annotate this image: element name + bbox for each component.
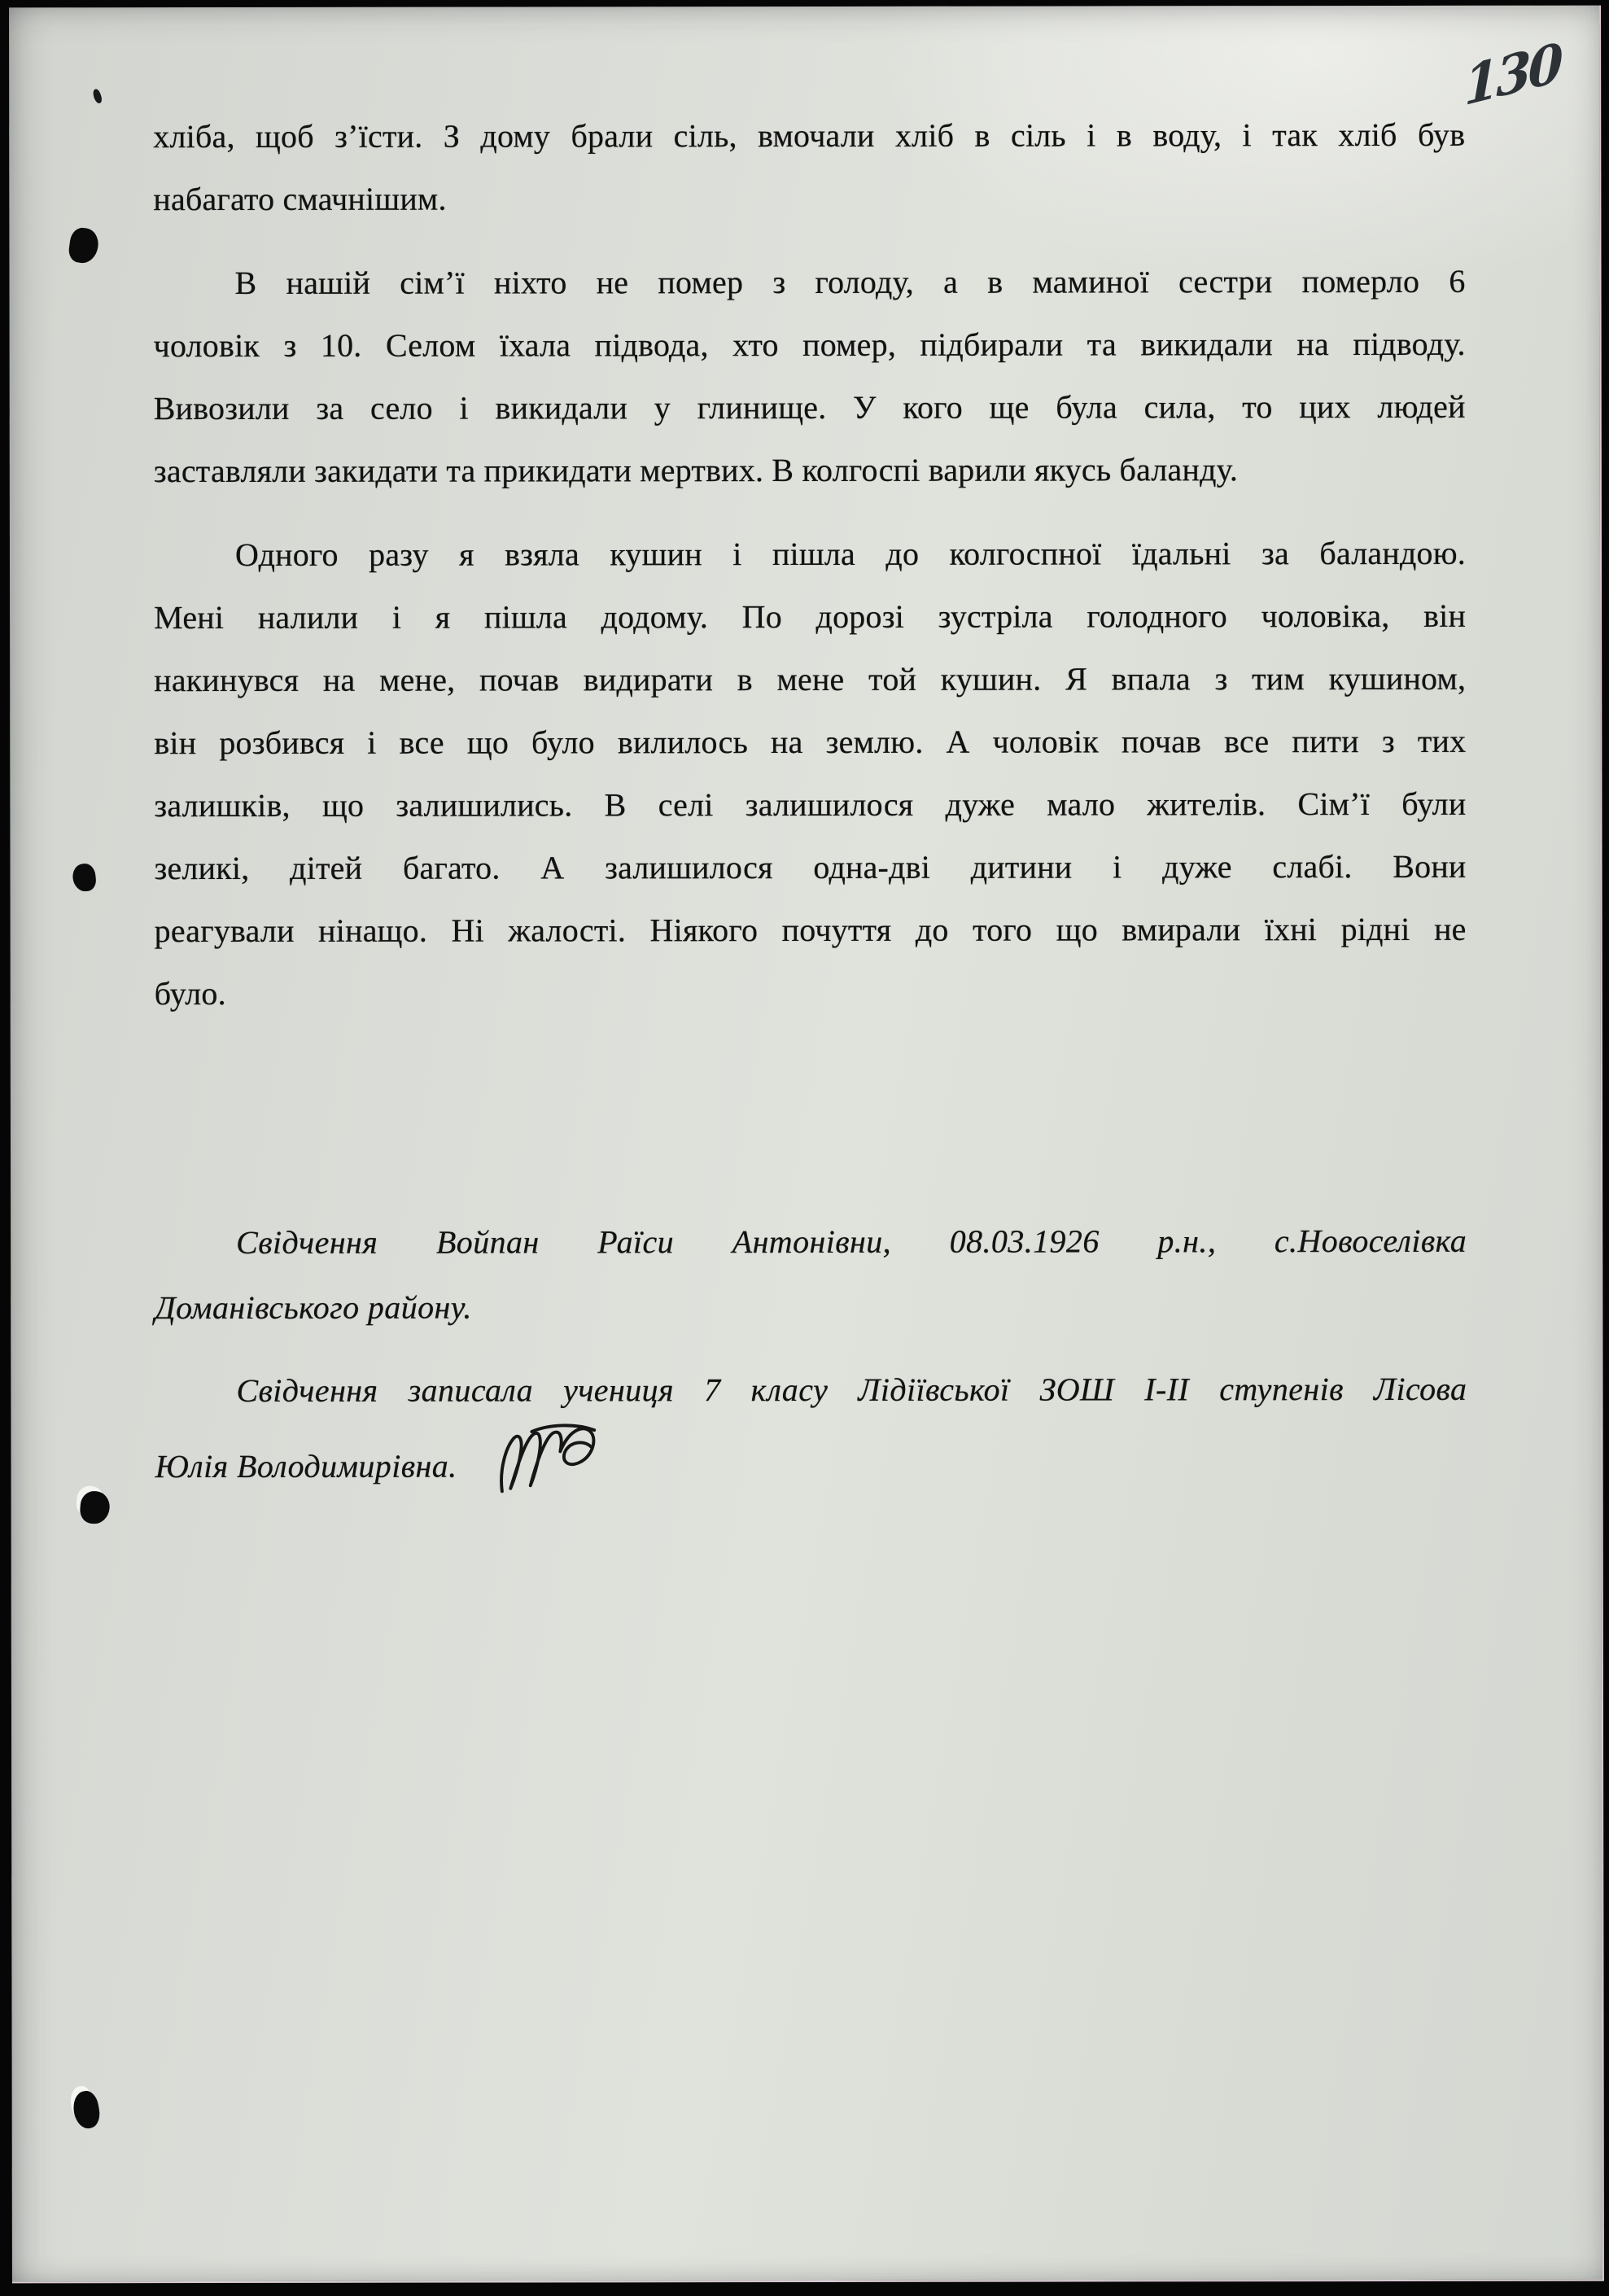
punch-hole-4 <box>71 2089 103 2131</box>
text-line: хліба, щоб з’їсти. З дому брали сіль, вмочали хліб в сіль і в воду, і так хліб був <box>153 116 1466 155</box>
signature-scribble <box>494 1423 601 1501</box>
punch-hole-3 <box>79 1490 111 1524</box>
text-line: було. <box>154 974 226 1012</box>
text-line: чоловік з 10. Селом їхала підвода, хто помер, підбирали та викидали на підводу. <box>153 325 1466 365</box>
punch-hole-1 <box>68 226 101 265</box>
text-line: Вивозили за село і викидали у глинище. У кого ще була сила, то цих людей <box>153 387 1466 427</box>
testimony-text <box>153 103 1467 1489</box>
page-number-handwritten: 130 <box>1463 31 1560 119</box>
text-line: Одного разу я взяла кушин і пішла до колгоспної їдальні за баландою. <box>234 534 1467 573</box>
text-line: накинувся на мене, почав видирати в мене той кушин. Я впала з тим кушином, <box>154 659 1467 699</box>
text-line: набагато смачнішим. <box>153 180 447 218</box>
attribution-line: Свідчення записала учениця 7 класу Лідіївської ЗОШ І-ІІ ступенів Лісова <box>236 1370 1467 1409</box>
attribution-line: Доманівського району. <box>155 1288 472 1327</box>
attribution-line: Свідчення Войпан Раїси Антонівни, 08.03.1926 р.н., с.Новоселівка <box>236 1222 1467 1261</box>
text-line: залишків, що залишились. В селі залишилося дуже мало жителів. Сім’ї були <box>154 785 1467 824</box>
text-line: він розбився і все що було вилилось на землю. А чоловік почав все пити з тих <box>154 722 1467 762</box>
text-line: реагували нінащо. Ні жалості. Ніякого почуття до того що вмирали їхні рідні не <box>154 910 1467 950</box>
text-line: зеликі, дітей багато. А залишилося одна-дві дитини і дуже слабі. Вони <box>154 847 1467 887</box>
text-line: Мені налили і я пішла додому. По дорозі зустріла голодного чоловіка, він <box>154 597 1467 636</box>
punch-hole-2 <box>72 863 97 893</box>
recorder-name: Юлія Володимирівна. <box>155 1447 457 1485</box>
text-line: В нашій сім’ї ніхто не помер з голоду, а в маминої сестри померло 6 <box>234 262 1466 301</box>
attribution-line <box>155 1422 1467 1489</box>
document-page <box>9 6 1604 2284</box>
text-line: заставляли закидати та прикидати мертвих. В колгоспі варили якусь баланду. <box>153 451 1239 490</box>
ink-speck <box>91 88 103 104</box>
